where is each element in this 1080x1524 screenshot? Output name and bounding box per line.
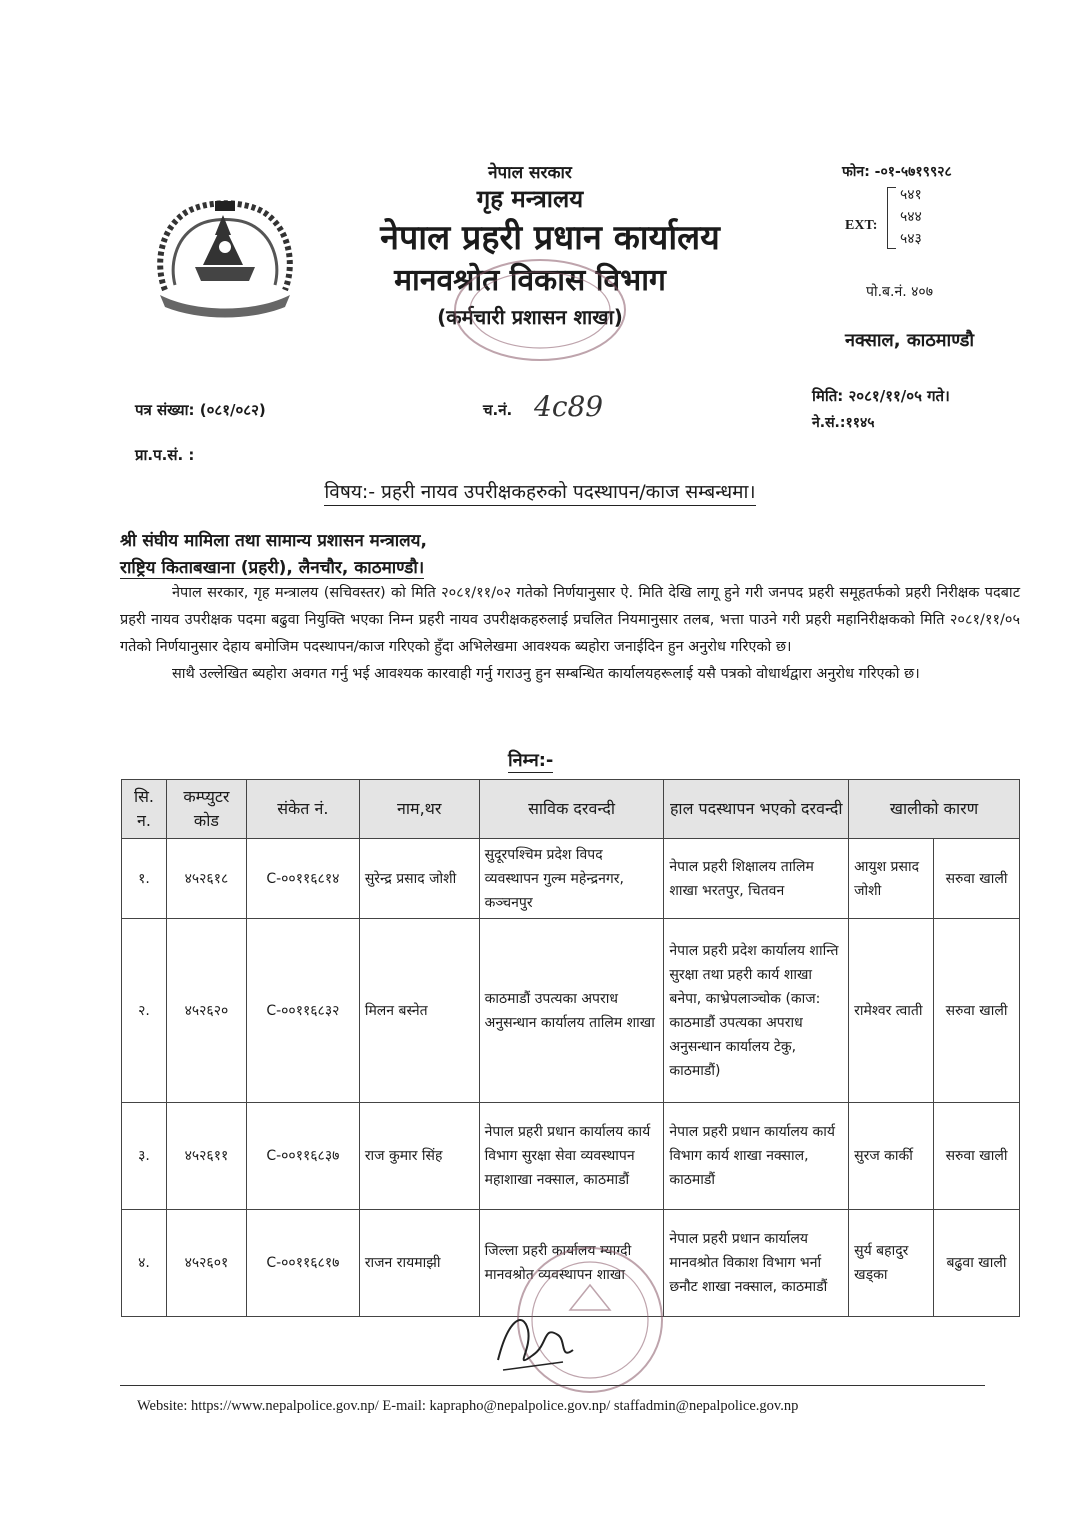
government-name: नेपाल सरकार [488,163,572,183]
table-row [122,839,1020,919]
branch-name: (कर्मचारी प्रशासन शाखा) [437,305,623,329]
cell-previous: काठमाडौं उपत्यका अपराध अनुसन्धान कार्यालय तालिम शाखा [479,919,664,1103]
phone-number: फोन: -०१-५७१९९२८ [842,164,952,180]
po-box: पो.ब.नं. ४०७ [866,284,933,300]
office-seal-icon [440,255,640,375]
dispatch-number: 4c89 [534,390,604,423]
cell-name: सुरेन्द्र प्रसाद जोशी [359,839,479,919]
cell-sanket: C-००११६८१७ [246,1210,359,1317]
office-name: नेपाल प्रहरी प्रधान कार्यालय [380,218,720,258]
header-computer-code: कम्प्युटर कोड [166,780,246,839]
signature-icon [488,1300,578,1380]
cell-name: राजन रायमाझी [359,1210,479,1317]
cell-vacancy-person: सुर्य बहादुर खड्का [849,1210,934,1317]
letter-number: पत्र संख्या: (०८१/०८२) [135,401,266,419]
cell-sn: ३. [122,1103,167,1210]
subject-text: विषय:- प्रहरी नायव उपरीक्षकहरुको पदस्थापन/काज सम्बन्धमा। [324,481,755,506]
cell-vacancy-reason: सरुवा खाली [934,919,1020,1103]
cell-sanket: C-००११६८१४ [246,839,359,919]
cell-vacancy-reason: सरुवा खाली [934,839,1020,919]
ext-list [900,184,922,250]
cell-name: मिलन बस्नेत [359,919,479,1103]
cell-previous: नेपाल प्रहरी प्रधान कार्यालय कार्य विभाग सुरक्षा सेवा व्यवस्थापन महाशाखा नक्साल, काठमाडौं [479,1103,664,1210]
cell-code: ४५२६११ [166,1103,246,1210]
cell-code: ४५२६१८ [166,839,246,919]
office-address: नक्साल, काठमाण्डौ [845,330,975,351]
cell-sn: १. [122,839,167,919]
cell-sn: ४. [122,1210,167,1317]
header-name: नाम,थर [359,780,479,839]
header-previous-post: साविक दरवन्दी [479,780,664,839]
header-current-post: हाल पदस्थापन भएको दरवन्दी [664,780,849,839]
cell-code: ४५२६०१ [166,1210,246,1317]
body-paragraph-2: साथै उल्लेखित ब्यहोरा अवगत गर्नु भई आवश्यक कारवाही गर्नु गराउनु हुन सम्बन्धित कार्यालयहरूलाई यसै पत्रको वोधार्थद्वारा अनुरोध गरिएको छ। [172,666,920,682]
body-paragraph-1: नेपाल सरकार, गृह मन्त्रालय (सचिवस्तर) को मिति २०८१/११/०२ गतेको निर्णयानुसार ऐ. मिति देखि लागू हुने गरी जनपद प्रहरी समूहतर्फको प्रहरी निरीक्षक पदबाट प्रहरी नायव उपरीक्षक पदमा बढुवा नियुक्ति भएका निम्न प्रहरी नायव उपरीक्षकहरुलाई प्रचलित नियमानुसार तलब, भत्ता पाउने गरी प्रहरी महानिरीक्षकको मिति २०८१/११/०५ गतेको निर्णयानुसार देहाय बमोजिम पदस्थापन/काज गरिएको हुँदा अभिलेखमा आवश्यक ब्यहोरा जनाईदिन हुन अनुरोध गरिएको छ। [120,585,1020,655]
cell-sanket: C-००११६८३२ [246,919,359,1103]
table-row [122,1103,1020,1210]
footer-divider [120,1385,985,1386]
header-vacancy-reason: खालीको कारण [849,780,1020,839]
cell-code: ४५२६२० [166,919,246,1103]
ext-bracket [887,187,896,249]
department-name: मानवश्रोत विकास विभाग [394,263,666,298]
ext-number: ५४४ [900,209,922,225]
table-row [122,919,1020,1103]
footer-contact: Website: https://www.nepalpolice.gov.np/ E-mail: kaprapho@nepalpolice.gov.np/ staffadmin@nepalpolice.gov.np [137,1398,799,1414]
cell-sn: २. [122,919,167,1103]
dispatch-label: च.नं. [483,401,513,419]
cell-current: नेपाल प्रहरी शिक्षालय तालिम शाखा भरतपुर, चितवन [664,839,849,919]
cell-previous: सुदूरपश्चिम प्रदेश विपद व्यवस्थापन गुल्म महेन्द्रनगर, कञ्चनपुर [479,839,664,919]
header-sanket-no: संकेत नं. [246,780,359,839]
letter-body [120,580,1020,688]
recipient-line-2: राष्ट्रिय किताबखाना (प्रहरी), लैनचौर, काठमाण्डौ। [120,555,424,579]
cell-sanket: C-००११६८३७ [246,1103,359,1210]
cell-vacancy-reason: सरुवा खाली [934,1103,1020,1210]
ext-number: ५४३ [900,231,922,247]
cell-vacancy-person: आयुश प्रसाद जोशी [849,839,934,919]
cell-previous: जिल्ला प्रहरी कार्यालय म्याग्दी मानवश्रोत व्यवस्थापन शाखा [479,1210,664,1317]
cell-current: नेपाल प्रहरी प्रधान कार्यालय कार्य विभाग कार्य शाखा नक्साल, काठमाडौं [664,1103,849,1210]
table-header-row [122,780,1020,839]
header-sn: सि. न. [122,780,167,839]
ministry-name: गृह मन्त्रालय [476,185,584,213]
subject-line [150,478,930,504]
posting-table [121,779,1020,1317]
ext-label: EXT: [845,218,878,233]
letter-date: मिति: २०८१/११/०५ गते। [812,387,950,405]
cell-current: नेपाल प्रहरी प्रदेश कार्यालय शान्ति सुरक्षा तथा प्रहरी कार्य शाखा बनेपा, काभ्रेपलाञ्चोक (काज: काठमाडौं उपत्यका अपराध अनुसन्धान कार्यालय टेकु, काठमाडौं) [664,919,849,1103]
prapasa-label: प्रा.प.सं. : [135,446,195,464]
cell-vacancy-person: सुरज कार्की [849,1103,934,1210]
cell-vacancy-person: रामेश्वर त्वाती [849,919,934,1103]
cell-name: राज कुमार सिंह [359,1103,479,1210]
ext-number: ५४१ [900,187,922,203]
nepal-sambat: ने.सं.:११४५ [812,415,875,431]
cell-vacancy-reason: बढुवा खाली [934,1210,1020,1317]
recipient-line-1: श्री संघीय मामिला तथा सामान्य प्रशासन मन्त्रालय, [120,531,427,551]
list-heading: निम्न:- [508,750,554,771]
cell-current: नेपाल प्रहरी प्रधान कार्यालय मानवश्रोत विकाश विभाग भर्ना छनौट शाखा नक्साल, काठमाडौं [664,1210,849,1317]
